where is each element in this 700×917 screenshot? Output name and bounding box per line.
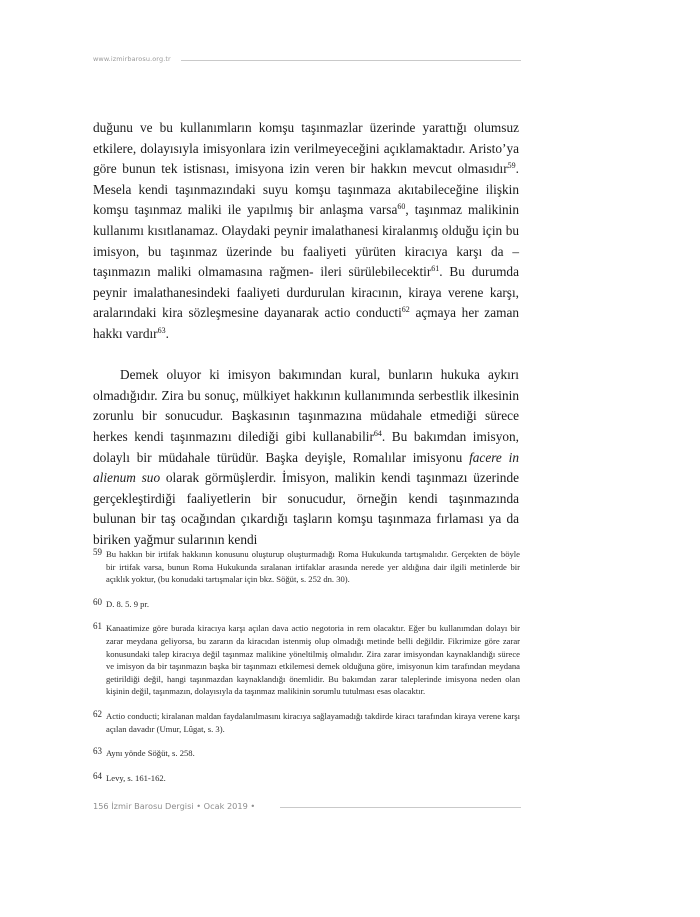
footnote-text: Bu hakkın bir irtifak hakkının konusunu oluşturup oluşturmadığı Roma Hukukunda tartışmalıdır. Gerçekten de böyle bir irtifak varsa, bunun Roma Hukukunda sıralanan irtifaklar arasında nerede yer aldığına dair ilgili metinlerde bir açıklık yoktur, (bu konudaki tartışmalar için bkz. Söğüt, s. 252 dn. 30).: [106, 549, 520, 585]
footnote-number: 64: [93, 770, 102, 781]
footnote-59: [93, 548, 520, 586]
header-divider: [181, 60, 521, 61]
footnote-number: 59: [93, 547, 102, 557]
footer-page-info: 156 İzmir Barosu Dergisi • Ocak 2019 •: [93, 801, 256, 811]
footnote-number: 63: [93, 746, 102, 757]
latin-phrase: facere in alienum suo: [93, 449, 519, 486]
footnote-number: 61: [93, 621, 102, 632]
header-url-link[interactable]: www.izmirbarosu.org.tr: [93, 55, 171, 63]
footnote-63: [93, 747, 520, 760]
footnotes: [93, 548, 520, 796]
footnote-ref-64[interactable]: 64: [373, 428, 382, 438]
footnote-ref-62[interactable]: 62: [401, 305, 410, 315]
paragraph-2: Demek oluyor ki imisyon bakımından kural, bunların hukuka aykırı olmadığıdır. Zira bu sonuç, mülkiyet hakkının kullanımında serbestlik ilkesinin zorunlu bir sonucudur. Başkasının taşınmazına müdahale etmediği sürece herkes kendi taşınmazını dilediği gibi kullanabilir$^{64}$. Bu bakımdan imisyon, dolaylı bir müdahale türüdür. Başka deyişle, Romalılar imisyonu facere in alienum suo olarak görmüşlerdir. İmisyon, malikin kendi taşınmazı üzerinde gerçekleştirdiği faaliyetlerin bir sonucudur, örneğin kendi taşınmazında bulunan bir taş ocağından çıkardığı taşların komşu taşınmaza fırlaması ya da biriken yağmur sularının kendi: [93, 367, 519, 547]
footnote-61: [93, 622, 520, 698]
footnote-ref-60[interactable]: 60: [397, 202, 406, 212]
page-footer: [93, 801, 521, 815]
footnote-text: D. 8. 5. 9 pr.: [106, 598, 149, 609]
footnote-number: 60: [93, 596, 102, 607]
footer-divider: [280, 807, 521, 808]
paragraph-1: duğunu ve bu kullanımların komşu taşınmazlar üzerinde yarattığı olumsuz etkilere, dolayısıyla imisyonlara izin verilmeyeceğini açıklamaktadır. Aristo’ya göre bunun tek istisnası, imisyona izin veren bir hakkın mevcut olmasıdır$^{59}$. Mesela kendi taşınmazındaki suyu komşu taşınmaza akıtabileceğine ilişkin komşu taşınmaz maliki ile yapılmış bir anlaşma varsa$^{60}$, taşınmaz malikinin kullanımı kısıtlanamaz. Olaydaki peynir imalathanesi kiralanmış olduğu için bu imisyon, bu taşınmaz üzerinde bu faaliyeti yürüten kiracıya karşı da –taşınmazın maliki olmamasına rağmen- ileri sürülebilecektir$^{61}$. Bu durumda peynir imalathanesindeki faaliyeti durdurulan kiracının, kiraya verene karşı, aralarındaki kira sözleşmesine dayanarak actio conducti$^{62}$ açmaya her zaman hakkı vardır$^{63}$.: [93, 120, 519, 341]
page-header: [93, 55, 521, 67]
footnote-ref-59[interactable]: 59: [507, 161, 516, 171]
footnote-60: [93, 598, 520, 611]
footnote-ref-61[interactable]: 61: [431, 264, 440, 274]
footnote-62: [93, 710, 520, 735]
footnote-64: [93, 772, 520, 785]
footnote-text: Aynı yönde Söğüt, s. 258.: [106, 748, 195, 759]
footnote-ref-63[interactable]: 63: [157, 325, 166, 335]
footnote-text: Kanaatimize göre burada kiracıya karşı açılan dava actio negotoria in rem olacaktır. Eğer bu kullanımdan dolayı bir zarar meydana geliyorsa, bu zararın da kiracıdan istenmiş olup olmadığı metinde belli değildir. Fikrimize göre zarar konusundaki talep kiracıya değil taşınmaz malikine yöneltilmiş olmalıdır. Zira zarar imisyondan kaynaklandığı sürece ve imisyon da bir taşınmazın başka bir taşınmazı etkilemesi demek olduğuna göre, imisyonun kim tarafından meydana getirildiği değil, hangi taşınmazdan kaynaklandığı önemlidir. Bu bakımdan zarar taleplerinde imisyona neden olan kişinin değil, taşınmazın, dolayısıyla da taşınmaz malikinin sorumlu tutulması esas olacaktır.: [106, 623, 520, 697]
footnote-text: Levy, s. 161-162.: [106, 772, 166, 783]
footnote-text: Actio conducti; kiralanan maldan faydalanılmasını kiracıya sağlayamadığı takdirde kiracı tarafından kiraya verene karşı açılan davadır (Umur, Lûgat, s. 3).: [106, 710, 520, 734]
footnote-number: 62: [93, 708, 102, 719]
body-text: [93, 118, 519, 550]
